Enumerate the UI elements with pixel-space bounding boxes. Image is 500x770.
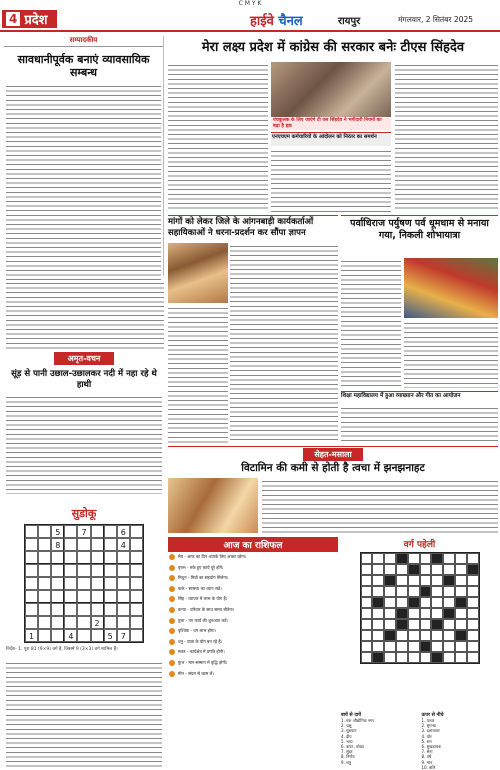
- sudoku-cell: [117, 590, 130, 603]
- festival-story-header: [341, 215, 498, 255]
- college-story-body: [341, 405, 498, 443]
- sudoku-cell: [38, 603, 51, 616]
- crossword-black-cell: [372, 652, 384, 663]
- sudoku-cell: [25, 525, 38, 538]
- sudoku-cell: [117, 564, 130, 577]
- crossword-black-cell: [420, 641, 432, 652]
- bottom-left-text: [6, 712, 162, 768]
- sudoku-cell: [38, 590, 51, 603]
- page-number: 4: [6, 12, 20, 26]
- crossword-cell: [467, 630, 479, 641]
- sudoku-cell: [117, 616, 130, 629]
- sudoku-cell: [51, 629, 64, 642]
- health-headline: विटामिन की कमी से होती है त्वचा में झनझनाहट: [241, 462, 425, 474]
- editorial-body: [6, 83, 161, 283]
- rashifal-text: मकर - कार्यक्षेत्र में प्रगति होगी।: [178, 649, 225, 655]
- crossword-cell: [396, 630, 408, 641]
- crossword-cell: [443, 619, 455, 630]
- crossword-cell: [372, 553, 384, 564]
- crossword-clues: [341, 712, 498, 770]
- crossword-cell: [361, 575, 373, 586]
- crossword-cell: [431, 575, 443, 586]
- crossword-cell: [420, 619, 432, 630]
- crossword-cell: [384, 619, 396, 630]
- sudoku-cell: [130, 538, 143, 551]
- sudoku-cell: [64, 577, 77, 590]
- crossword-cell: [420, 564, 432, 575]
- sudoku-cell: [104, 564, 117, 577]
- union-headline: एनएचएम कर्मचारियों के आंदोलन को निरंतर का समर्थन: [272, 134, 377, 140]
- sudoku-cell: [77, 590, 90, 603]
- zodiac-icon: [169, 575, 175, 581]
- masthead-part-b: चैनल: [278, 14, 303, 29]
- rashifal-text: धनु - यात्रा के योग बन रहे हैं।: [178, 638, 223, 644]
- crossword-cell: [420, 575, 432, 586]
- lead-story-body-right: [395, 62, 498, 212]
- sudoku-cell: [104, 551, 117, 564]
- page-section-badge: [2, 10, 57, 28]
- rashifal-box: [168, 537, 338, 717]
- edition-city: रायपुर: [338, 16, 361, 27]
- sudoku-grid: [24, 524, 144, 643]
- rashifal-item: [169, 660, 337, 666]
- sudoku-cell: [51, 590, 64, 603]
- festival-headline: पर्वाधिराज पर्युषण पर्व धूमधाम से मनाया गया, निकली शोभायात्रा: [350, 218, 489, 241]
- crossword-cell: [420, 652, 432, 663]
- crossword-clue: 7. सेना: [421, 749, 433, 755]
- crossword-cell: [372, 630, 384, 641]
- crossword-cell: [467, 597, 479, 608]
- crossword-cell: [384, 641, 396, 652]
- zodiac-icon: [169, 628, 175, 634]
- crossword-cell: [455, 641, 467, 652]
- sudoku-cell: [130, 603, 143, 616]
- crossword-cell: [372, 564, 384, 575]
- rashifal-list: [168, 552, 338, 683]
- crossword-clue: 1. पत्थर: [421, 718, 435, 723]
- sudoku-box: [6, 506, 162, 656]
- sudoku-cell: [51, 616, 64, 629]
- rashifal-text: मीन - संयम से काम लें।: [178, 670, 214, 676]
- crossword-black-cell: [431, 619, 443, 630]
- union-story-body: [271, 148, 391, 212]
- crossword-cell: [408, 641, 420, 652]
- page-header: [0, 8, 500, 32]
- rashifal-text: कन्या - परिवार के साथ समय बीतेगा।: [178, 606, 235, 612]
- crossword-box: [341, 537, 498, 709]
- crossword-cell: [361, 630, 373, 641]
- sudoku-cell: [117, 577, 130, 590]
- lead-story-body-left: [168, 62, 268, 212]
- sudoku-cell: [64, 551, 77, 564]
- sudoku-cell: [91, 590, 104, 603]
- rashifal-item: [169, 607, 337, 613]
- sudoku-cell: [64, 603, 77, 616]
- crossword-clue: 1. एक औद्योगिक नगर: [341, 718, 375, 723]
- sudoku-cell: [91, 603, 104, 616]
- crossword-cell: [443, 630, 455, 641]
- crossword-black-cell: [431, 553, 443, 564]
- festival-photo: [404, 258, 498, 318]
- festival-story-body-right: [404, 320, 498, 388]
- crossword-across: [341, 712, 418, 770]
- rashifal-item: [169, 628, 337, 634]
- crossword-cell: [384, 608, 396, 619]
- crossword-cell: [396, 641, 408, 652]
- sudoku-cell: [91, 629, 104, 642]
- crossword-clue: 8. निर्णय: [341, 754, 355, 760]
- crossword-cell: [361, 564, 373, 575]
- sudoku-cell: 4: [64, 629, 77, 642]
- sudoku-cell: [38, 629, 51, 642]
- rashifal-text: तुला - नए कार्य की शुरुआत करें।: [178, 617, 229, 623]
- health-header: [168, 446, 498, 474]
- crossword-black-cell: [443, 575, 455, 586]
- rashifal-text: कर्क - स्वास्थ्य का ध्यान रखें।: [178, 585, 222, 591]
- crossword-clue: 8. वर्ष: [421, 754, 432, 760]
- sudoku-cell: 6: [117, 525, 130, 538]
- sudoku-cell: [51, 564, 64, 577]
- crossword-cell: [431, 608, 443, 619]
- rashifal-title: आज का राशिफल: [168, 537, 338, 552]
- crossword-cell: [467, 641, 479, 652]
- crossword-cell: [455, 564, 467, 575]
- crossword-cell: [361, 652, 373, 663]
- crossword-cell: [443, 597, 455, 608]
- festival-story-body-left: [341, 258, 401, 388]
- crossword-clue: 2. सुगन्धा: [421, 723, 437, 729]
- crossword-clue: 9. शत्रु: [341, 759, 352, 765]
- sudoku-cell: [38, 616, 51, 629]
- crossword-black-cell: [396, 608, 408, 619]
- amrit-vachan-headline: सूंड़ से पानी उछाल-उछालकर नदी में नहा रहे थे हाथी: [11, 369, 157, 390]
- sudoku-cell: [91, 551, 104, 564]
- crossword-cell: [396, 586, 408, 597]
- zodiac-icon: [169, 607, 175, 613]
- sudoku-cell: [77, 564, 90, 577]
- crossword-cell: [408, 630, 420, 641]
- crossword-black-cell: [408, 597, 420, 608]
- crossword-clue: 3. दशावतार: [421, 728, 440, 734]
- crossword-cell: [361, 608, 373, 619]
- crossword-cell: [443, 641, 455, 652]
- zodiac-icon: [169, 639, 175, 645]
- crossword-clue: 7. सुंदर: [341, 749, 353, 755]
- rashifal-item: [169, 565, 337, 571]
- cmyk-strip: C M Y K: [238, 0, 262, 7]
- masthead-part-a: हाईवे: [250, 14, 274, 29]
- crossword-clue: 2. चक्षु: [341, 723, 352, 729]
- sudoku-cell: [91, 538, 104, 551]
- crossword-cell: [455, 575, 467, 586]
- crossword-cell: [384, 553, 396, 564]
- rashifal-text: मिथुन - मित्रों का सहयोग मिलेगा।: [178, 575, 229, 581]
- crossword-cell: [396, 564, 408, 575]
- sudoku-cell: [130, 616, 143, 629]
- sudoku-cell: 7: [117, 629, 130, 642]
- crossword-cell: [408, 608, 420, 619]
- sudoku-cell: [130, 629, 143, 642]
- crossword-cell: [431, 564, 443, 575]
- sudoku-cell: [91, 525, 104, 538]
- zodiac-icon: [169, 565, 175, 571]
- zodiac-icon: [169, 618, 175, 624]
- crossword-cell: [420, 608, 432, 619]
- sudoku-instructions: निर्देश- 1. पूरा 81 (9×9) वर्ग है, जिसमें 9 (3×3) वर्ग शामिल हैं।: [6, 647, 118, 652]
- sudoku-cell: [104, 603, 117, 616]
- crossword-cell: [372, 641, 384, 652]
- masthead: [250, 11, 303, 29]
- sudoku-cell: [38, 551, 51, 564]
- sudoku-cell: [130, 590, 143, 603]
- sudoku-cell: [91, 564, 104, 577]
- crossword-cell: [420, 553, 432, 564]
- edition-date: मंगलवार, 2 सितंबर 2025: [398, 15, 474, 24]
- college-story-header: [341, 391, 498, 403]
- sudoku-cell: [104, 616, 117, 629]
- sudoku-cell: [51, 577, 64, 590]
- crossword-cell: [443, 652, 455, 663]
- rashifal-item: [169, 618, 337, 624]
- zodiac-icon: [169, 596, 175, 602]
- sudoku-cell: [104, 525, 117, 538]
- crossword-cell: [455, 553, 467, 564]
- crossword-cell: [431, 641, 443, 652]
- crossword-cell: [467, 586, 479, 597]
- amrit-vachan-label: अमृत-वचन: [54, 352, 114, 365]
- sudoku-cell: [130, 577, 143, 590]
- anganwadi-headline: मांगों को लेकर जिले के आंगनबाड़ी कार्यकर्ताओं सहायिकाओं ने धरना-प्रदर्शन कर सौंपा ज्ञापन: [168, 217, 314, 238]
- sudoku-cell: 8: [51, 538, 64, 551]
- crossword-clue: 5. राम: [421, 738, 432, 744]
- sudoku-cell: 7: [77, 525, 90, 538]
- sudoku-cell: [130, 564, 143, 577]
- sudoku-cell: [25, 590, 38, 603]
- sudoku-cell: [51, 551, 64, 564]
- crossword-black-cell: [455, 630, 467, 641]
- rashifal-item: [169, 639, 337, 645]
- crossword-black-cell: [443, 608, 455, 619]
- rashifal-text: वृश्चिक - धन लाभ होगा।: [178, 628, 217, 634]
- sudoku-cell: [130, 551, 143, 564]
- zodiac-icon: [169, 554, 175, 560]
- sudoku-cell: 4: [117, 538, 130, 551]
- lead-photo-caption: पंचकुलक के लिए जाएंगे टी एस सिंहदेव ने भगीदारी नियमों का बढ़ा है हक़: [271, 118, 391, 130]
- crossword-cell: [396, 575, 408, 586]
- health-photo: [168, 478, 258, 533]
- sudoku-cell: [77, 551, 90, 564]
- crossword-black-cell: [455, 597, 467, 608]
- rashifal-text: मेष - आज का दिन आपके लिए अच्छा रहेगा।: [178, 554, 247, 559]
- rashifal-item: [169, 596, 337, 602]
- crossword-cell: [396, 597, 408, 608]
- crossword-cell: [361, 619, 373, 630]
- crossword-cell: [467, 608, 479, 619]
- anganwadi-story-header: [168, 215, 338, 240]
- sudoku-cell: [77, 616, 90, 629]
- college-headline: शिक्षा महाविद्यालय में हुआ व्याख्यान और गीत का आयोजन: [341, 393, 461, 399]
- crossword-cell: [455, 586, 467, 597]
- sudoku-cell: 5: [104, 629, 117, 642]
- sudoku-cell: [130, 525, 143, 538]
- crossword-cell: [408, 575, 420, 586]
- crossword-grid: [360, 552, 480, 664]
- crossword-black-cell: [384, 630, 396, 641]
- crossword-cell: [361, 641, 373, 652]
- sudoku-cell: [38, 538, 51, 551]
- crossword-cell: [443, 553, 455, 564]
- crossword-cell: [384, 597, 396, 608]
- crossword-clue: 4. घोर: [421, 733, 432, 739]
- health-body: [262, 478, 498, 533]
- crossword-black-cell: [396, 553, 408, 564]
- rashifal-item: [169, 554, 337, 560]
- crossword-cell: [384, 652, 396, 663]
- crossword-black-cell: [408, 564, 420, 575]
- zodiac-icon: [169, 671, 175, 677]
- crossword-clue: 9. मान: [421, 759, 433, 765]
- rashifal-item: [169, 671, 337, 677]
- crossword-cell: [396, 652, 408, 663]
- crossword-black-cell: [384, 575, 396, 586]
- crossword-cell: [420, 597, 432, 608]
- zodiac-icon: [169, 660, 175, 666]
- crossword-cell: [455, 652, 467, 663]
- crossword-clue: 3. धूम्रपान: [341, 728, 357, 734]
- editorial-title: सावधानीपूर्वक बनाएं व्यावसायिक सम्बन्ध: [17, 53, 150, 79]
- sudoku-cell: [25, 603, 38, 616]
- sudoku-cell: [38, 577, 51, 590]
- sudoku-cell: [38, 564, 51, 577]
- sudoku-cell: [104, 538, 117, 551]
- anganwadi-story-body-left: [168, 305, 228, 443]
- crossword-cell: [361, 553, 373, 564]
- crossword-cell: [361, 586, 373, 597]
- sudoku-cell: [77, 629, 90, 642]
- sudoku-cell: [77, 538, 90, 551]
- crossword-cell: [431, 630, 443, 641]
- crossword-down: [422, 712, 499, 770]
- crossword-cell: [384, 586, 396, 597]
- crossword-black-cell: [467, 564, 479, 575]
- editorial-body-continued: [6, 280, 164, 350]
- sudoku-cell: 1: [25, 629, 38, 642]
- crossword-cell: [372, 586, 384, 597]
- zodiac-icon: [169, 649, 175, 655]
- crossword-down-title: ऊपर से नीचे: [421, 713, 444, 718]
- crossword-black-cell: [372, 597, 384, 608]
- sudoku-cell: [25, 616, 38, 629]
- editorial-label: सम्पादकीय: [4, 36, 163, 47]
- sudoku-cell: [51, 603, 64, 616]
- amrit-vachan-body: [6, 394, 162, 494]
- sudoku-cell: [64, 564, 77, 577]
- lead-story-photo: [271, 62, 391, 117]
- crossword-cell: [408, 553, 420, 564]
- sudoku-cell: [64, 538, 77, 551]
- amrit-vachan-box: [4, 352, 164, 502]
- crossword-cell: [467, 575, 479, 586]
- sudoku-cell: [25, 577, 38, 590]
- crossword-clue: 4. दीप: [341, 733, 352, 739]
- sudoku-title: सुडोकू: [71, 507, 97, 520]
- sudoku-cell: [117, 603, 130, 616]
- crossword-cell: [408, 619, 420, 630]
- crossword-cell: [467, 619, 479, 630]
- editorial-column: [4, 36, 164, 276]
- sudoku-cell: [38, 525, 51, 538]
- crossword-black-cell: [431, 652, 443, 663]
- crossword-cell: [372, 575, 384, 586]
- sudoku-cell: [91, 577, 104, 590]
- sudoku-cell: [77, 577, 90, 590]
- union-story-header: [271, 132, 391, 146]
- rashifal-item: [169, 586, 337, 592]
- crossword-title: वर्ग पहेली: [403, 540, 436, 550]
- rashifal-item: [169, 575, 337, 581]
- crossword-clue: 5. भव्य: [341, 738, 353, 744]
- sudoku-footer-text: [6, 660, 162, 710]
- crossword-clue: 10. बलि: [421, 764, 436, 770]
- sudoku-cell: [64, 616, 77, 629]
- crossword-across-title: बायें से दायें: [341, 713, 361, 718]
- crossword-cell: [467, 553, 479, 564]
- crossword-cell: [372, 619, 384, 630]
- rashifal-item: [169, 649, 337, 655]
- lead-headline: मेरा लक्ष्य प्रदेश में कांग्रेस की सरकार बनेः टीएस सिंहदेव: [201, 40, 465, 55]
- sudoku-cell: 5: [51, 525, 64, 538]
- crossword-cell: [384, 564, 396, 575]
- sudoku-cell: [117, 551, 130, 564]
- rashifal-text: वृषभ - रुके हुए कार्य पूरे होंगे।: [178, 564, 224, 570]
- crossword-clue: 6. कपट, धोखा: [341, 744, 364, 750]
- sudoku-cell: [64, 525, 77, 538]
- zodiac-icon: [169, 586, 175, 592]
- sudoku-cell: [77, 603, 90, 616]
- rashifal-text: सिंह - व्यापार में लाभ के योग हैं।: [178, 596, 228, 602]
- section-title: प्रदेश: [24, 13, 48, 28]
- sudoku-cell: [25, 551, 38, 564]
- crossword-cell: [372, 608, 384, 619]
- crossword-cell: [431, 586, 443, 597]
- crossword-cell: [455, 619, 467, 630]
- anganwadi-story-body: [230, 243, 338, 443]
- crossword-clue: 6. सुखदायक: [421, 744, 442, 750]
- anganwadi-photo: [168, 243, 228, 303]
- crossword-cell: [443, 564, 455, 575]
- sudoku-cell: [104, 577, 117, 590]
- sudoku-cell: [25, 538, 38, 551]
- rashifal-text: कुंभ - मान-सम्मान में वृद्धि होगी।: [178, 659, 228, 665]
- crossword-cell: [467, 652, 479, 663]
- crossword-cell: [361, 597, 373, 608]
- crossword-black-cell: [420, 586, 432, 597]
- sudoku-cell: 2: [91, 616, 104, 629]
- sudoku-cell: [64, 590, 77, 603]
- crossword-black-cell: [396, 619, 408, 630]
- crossword-cell: [455, 608, 467, 619]
- crossword-cell: [431, 597, 443, 608]
- sudoku-cell: [104, 590, 117, 603]
- crossword-cell: [408, 652, 420, 663]
- crossword-cell: [408, 586, 420, 597]
- sudoku-cell: [25, 564, 38, 577]
- health-label: सेहत-मसाला: [303, 448, 363, 461]
- crossword-cell: [420, 630, 432, 641]
- crossword-cell: [443, 586, 455, 597]
